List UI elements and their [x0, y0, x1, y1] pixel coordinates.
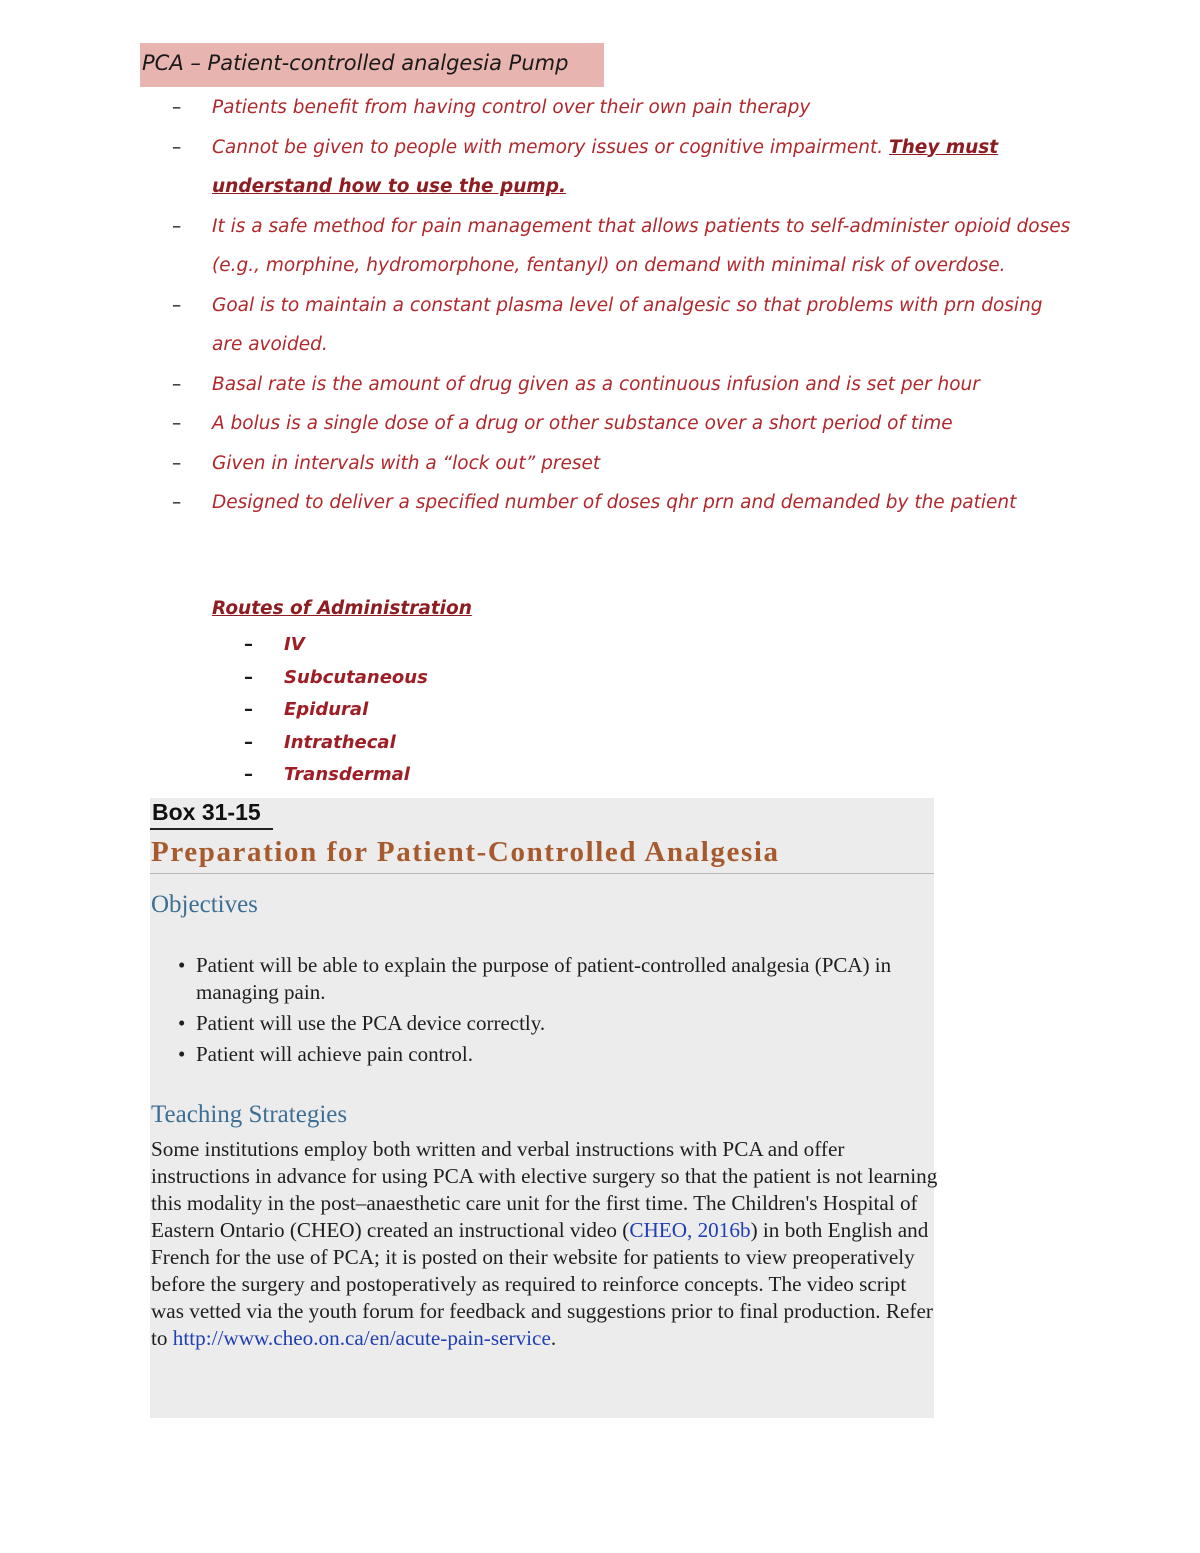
dash-marker: –: [172, 413, 182, 434]
dash-marker: –: [244, 666, 253, 688]
route-label: Transdermal: [284, 764, 410, 785]
route-label: Intrathecal: [284, 731, 396, 753]
notes-bullet: [172, 365, 1072, 405]
notes-bullet: [172, 483, 1072, 523]
notes-bullet-list: [172, 88, 1072, 523]
objective-text: Patient will be able to explain the purpose of patient-controlled analgesia (PCA) in managing pain.: [196, 953, 892, 1004]
routes-heading: Routes of Administration: [212, 598, 472, 619]
notes-bullet: [172, 404, 1072, 444]
bullet-marker: •: [178, 953, 186, 977]
notes-bullet-text: Basal rate is the amount of drug given as a continuous infusion and is set per hour: [212, 373, 980, 395]
objectives-list: [178, 952, 938, 1072]
dash-marker: –: [244, 699, 253, 720]
dash-marker: –: [244, 764, 253, 785]
teaching-text: Some institutions employ both written and verbal instructions with PCA and offer instructions in advance for using PCA with elective surgery so that the patient is not learning this modality in the post–anaesthetic care unit for the first time. The Children's Hospital of Eastern Ontario (CHEO) created an instructional video (: [151, 1137, 938, 1242]
notes-title: PCA – Patient-controlled analgesia Pump: [142, 51, 569, 75]
dash-marker: –: [172, 136, 182, 158]
objective-item: [178, 1010, 938, 1037]
notes-bullet-text: It is a safe method for pain management that allows patients to self-administer opioid doses (e.g., morphine, hydromorphone, fentanyl) on demand with minimal risk of overdose.: [212, 215, 1071, 276]
box-title-divider: [150, 873, 934, 874]
bullet-marker: •: [178, 1042, 186, 1066]
dash-marker: –: [172, 373, 182, 395]
notes-bullet: [172, 207, 1072, 286]
dash-marker: –: [244, 634, 253, 655]
notes-bullet-emphasis: They must understand how to use the pump.: [212, 136, 999, 197]
route-item: [244, 694, 428, 727]
objective-text: Patient will achieve pain control.: [196, 1042, 473, 1066]
teaching-strategies-heading: Teaching Strategies: [151, 1101, 348, 1128]
objective-item: [178, 1041, 938, 1068]
notes-bullet: [172, 88, 1072, 128]
dash-marker: –: [244, 731, 253, 753]
bullet-marker: •: [178, 1011, 186, 1035]
dash-marker: –: [172, 452, 182, 474]
box-number-underline: [150, 828, 273, 830]
notes-bullet-text: Goal is to maintain a constant plasma level of analgesic so that problems with prn dosing are avoided.: [212, 294, 1043, 355]
notes-bullet-text: A bolus is a single dose of a drug or other substance over a short period of time: [212, 413, 953, 434]
notes-bullet: [172, 444, 1072, 484]
dash-marker: –: [172, 215, 182, 237]
notes-bullet-text: Cannot be given to people with memory issues or cognitive impairment.: [212, 136, 890, 158]
dash-marker: –: [172, 97, 182, 118]
notes-bullet-text: Given in intervals with a “lock out” preset: [212, 452, 601, 474]
objective-text: Patient will use the PCA device correctly.: [196, 1011, 546, 1035]
routes-list: [244, 629, 428, 792]
route-label: Subcutaneous: [284, 666, 428, 688]
route-label: IV: [284, 634, 305, 655]
teaching-text: .: [550, 1326, 557, 1350]
notes-bullet-text: Designed to deliver a specified number of doses qhr prn and demanded by the patient: [212, 492, 1017, 513]
objective-item: [178, 952, 938, 1006]
objectives-heading: Objectives: [151, 891, 258, 918]
dash-marker: –: [172, 294, 182, 316]
notes-bullet-text: Patients benefit from having control over their own pain therapy: [212, 97, 811, 118]
route-label: Epidural: [284, 699, 369, 720]
teaching-strategies-paragraph: [151, 1136, 941, 1352]
notes-bullet: [172, 128, 1072, 207]
notes-bullet: [172, 286, 1072, 365]
route-item: [244, 759, 428, 792]
route-item: [244, 727, 428, 760]
cheo-url-link[interactable]: http://www.cheo.on.ca/en/acute-pain-service: [172, 1326, 551, 1350]
box-number: Box 31-15: [152, 799, 261, 825]
teaching-text: ) in both English and French for the use of PCA; it is posted on their website for patients to view preoperatively before the surgery and postoperatively as required to reinforce concepts. The video script was vetted via the youth forum for feedback and suggestions prior to final production. Refer to: [151, 1218, 933, 1350]
route-item: [244, 662, 428, 695]
box-title: Preparation for Patient-Controlled Analgesia: [151, 836, 780, 868]
dash-marker: –: [172, 492, 182, 513]
route-item: [244, 629, 428, 662]
cheo-reference-link[interactable]: CHEO, 2016b: [629, 1218, 751, 1242]
